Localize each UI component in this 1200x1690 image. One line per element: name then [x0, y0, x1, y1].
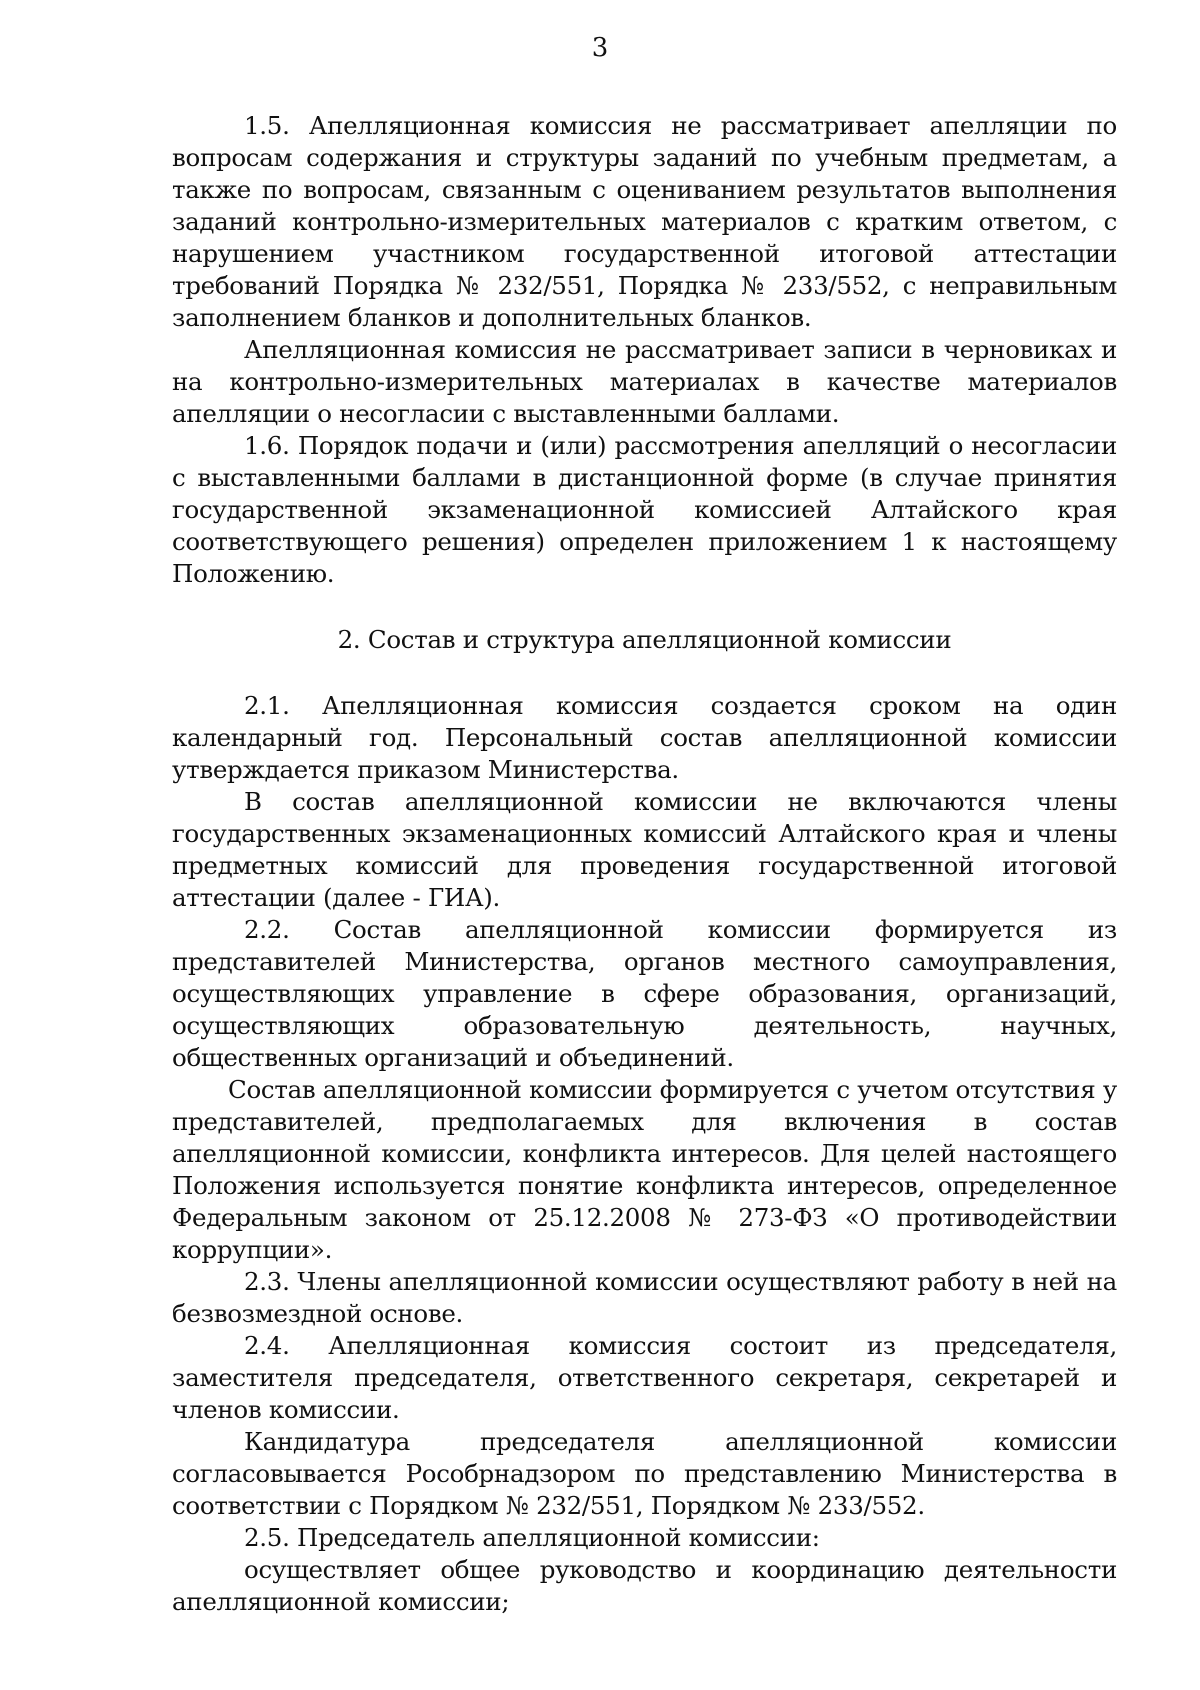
paragraph-2-5: 2.5. Председатель апелляционной комиссии: — [244, 1523, 820, 1552]
section-2-heading: 2. Состав и структура апелляционной комиссии — [337, 625, 952, 654]
page-number: 3 — [591, 33, 609, 63]
paragraph-2-2: 2.2. Состав апелляционной комиссии формируется из представителей Министерства, органов местного самоуправления, осуществляющих управление в сфере образования, организаций, осуществляющих образовательную деятельность, научных, общественных организаций и объединений. — [172, 915, 1117, 1072]
paragraph-2-4: 2.4. Апелляционная комиссия состоит из председателя, заместителя председателя, ответственного секретаря, секретарей и членов комиссии. — [172, 1331, 1117, 1424]
paragraph-2-1-exclusions: В состав апелляционной комиссии не включаются члены государственных экзаменационных комиссий Алтайского края и члены предметных комиссий для проведения государственной итоговой аттестации (далее - ГИА). — [172, 787, 1117, 912]
paragraph-1-5: 1.5. Апелляционная комиссия не рассматривает апелляции по вопросам содержания и структуры заданий по учебным предметам, а также по вопросам, связанным с оцениванием результатов выполнения заданий контрольно-измерительных материалов с кратким ответом, с нарушением участником государственной итоговой аттестации требований Порядка № 232/551, Порядка № 233/552, с неправильным заполнением бланков и дополнительных бланков. — [172, 111, 1117, 332]
paragraph-2-4-chairman-approval: Кандидатура председателя апелляционной комиссии согласовывается Рособрнадзором по представлению Министерства в соответствии с Порядком № 232/551, Порядком № 233/552. — [172, 1427, 1117, 1520]
paragraph-1-6: 1.6. Порядок подачи и (или) рассмотрения апелляций о несогласии с выставленными баллами в дистанционной форме (в случае принятия государственной экзаменационной комиссией Алтайского края соответствующего решения) определен приложением 1 к настоящему Положению. — [172, 431, 1117, 588]
document-body — [172, 110, 1117, 1618]
paragraph-2-5-duties: осуществляет общее руководство и координацию деятельности апелляционной комиссии; — [172, 1555, 1117, 1616]
paragraph-2-1: 2.1. Апелляционная комиссия создается сроком на один календарный год. Персональный состав апелляционной комиссии утверждается приказом Министерства. — [172, 691, 1117, 784]
paragraph-1-5-drafts: Апелляционная комиссия не рассматривает записи в черновиках и на контрольно-измерительных материалах в качестве материалов апелляции о несогласии с выставленными баллами. — [172, 335, 1117, 428]
paragraph-2-3: 2.3. Члены апелляционной комиссии осуществляют работу в ней на безвозмездной основе. — [172, 1267, 1117, 1328]
paragraph-2-2-conflict-of-interest: Состав апелляционной комиссии формируется с учетом отсутствия у представителей, предполагаемых для включения в состав апелляционной комиссии, конфликта интересов. Для целей настоящего Положения используется понятие конфликта интересов, определенное Федеральным законом от 25.12.2008 № 273-ФЗ «О противодействии коррупции». — [172, 1075, 1117, 1264]
